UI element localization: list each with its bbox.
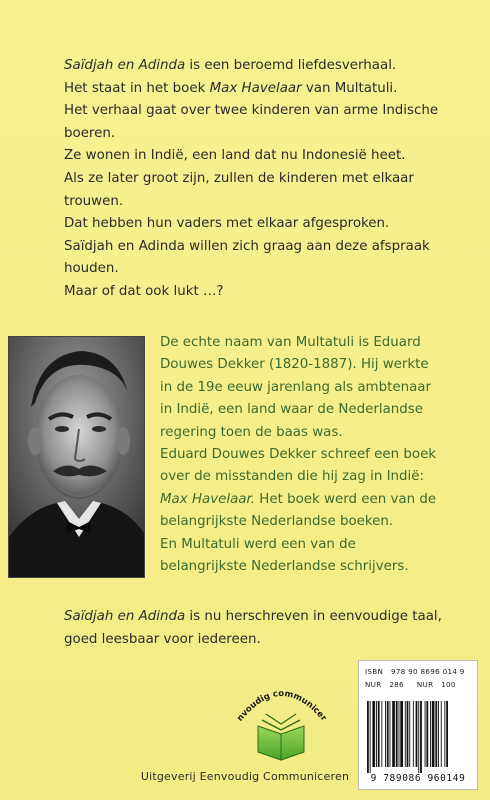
bio-line: En Multatuli werd een van de [160,536,356,552]
barcode-bar [385,701,386,767]
intro-line: Ze wonen in Indië, een land dat nu Indonesië heet. [64,148,406,164]
nur-value: 286 [389,680,404,689]
nur-value: 100 [441,680,456,689]
publisher-name: Uitgeverij Eenvoudig Communiceren [140,770,350,783]
book-title: Max Havelaar. [160,491,256,507]
barcode-bar [381,701,382,767]
barcode-bar [367,701,369,773]
barcode-bar [435,701,437,767]
logo-arc-text [236,680,326,724]
barcode-bar [378,701,380,767]
publisher-logo [236,680,326,762]
bio-line [160,489,475,511]
open-book-icon [236,680,326,762]
outro-text-span: is nu herschreven in eenvoudige taal, [185,609,442,624]
barcode-bar [438,701,439,767]
bio-line: in Indië, een land waar de Nederlandse [160,402,424,418]
nur-label: NUR [416,680,434,689]
intro-text [64,55,464,304]
book-title: Saïdjah en Adinda [64,58,186,73]
bio-line: regering toen de baas was. [160,424,343,440]
intro-line [64,78,464,101]
barcode-bar [392,701,395,767]
bio-line: belangrijkste Nederlandse schrijvers. [160,559,409,575]
barcode-bar [405,701,406,767]
intro-line: Het verhaal gaat over twee kinderen van arme Indische [64,103,439,119]
barcode-digits: 9 789086 960149 [370,773,466,784]
outro-text [64,606,464,651]
isbn-row [365,667,465,676]
barcode-bar [416,701,418,767]
barcode-bar [413,701,414,767]
barcode-bar [399,701,400,767]
intro-text-span: van Multatuli. [301,80,398,96]
barcode-bar [425,701,426,767]
barcode-bar [387,701,389,767]
barcode-bar [407,701,409,767]
barcode-bar [444,701,445,767]
intro-line: trouwen. [64,193,124,209]
bio-line: belangrijkste Nederlandse boeken. [160,514,394,530]
intro-text-span: Het staat in het boek [64,80,210,96]
bio-line: over de misstanden die hij zag in Indië: [160,469,425,485]
bio-line: Eduard Douwes Dekker schreef een boek [160,447,437,463]
barcode-image [367,701,471,773]
barcode-bar [420,701,422,773]
logo-arc-textpath: nvoudig communice [236,688,326,724]
barcode-bar [446,701,448,767]
author-bio [160,332,475,578]
intro-line: Dat hebben hun vaders met elkaar afgesproken. [64,216,390,232]
barcode-bar [432,701,435,767]
outro-line [64,606,464,629]
barcode-bar [370,701,371,773]
barcode-bar [372,701,375,767]
barcode-bar [418,701,419,773]
bio-line: Douwes Dekker (1820-1887). Hij werkte [160,357,429,373]
intro-line: Als ze later groot zijn, zullen de kinderen met elkaar [64,170,414,186]
intro-line: boeren. [64,125,116,141]
barcode-bar [396,701,398,767]
bio-line: in de 19e eeuw jarenlang als ambtenaar [160,379,431,395]
barcode-bar [430,701,431,767]
barcode-bar [376,701,377,767]
book-title: Max Havelaar [209,80,302,96]
barcode-bar [426,701,428,767]
intro-line: Maar of dat ook lukt …? [64,283,224,299]
outro-line: goed leesbaar voor iedereen. [64,631,261,647]
nur-label: NUR [365,680,382,689]
book-title: Saïdjah en Adinda [64,609,186,624]
barcode-bar [400,701,403,767]
intro-text-span: is een beroemd liefdesverhaal. [185,58,397,73]
author-portrait [8,336,145,578]
bio-line: De echte naam van Multatuli is Eduard [160,335,421,350]
portrait-image [9,337,144,577]
barcode-bar [390,701,391,767]
isbn-label: ISBN [365,667,384,676]
isbn-value: 978 90 8696 014 9 [390,667,465,676]
nur-row [365,680,456,689]
intro-line: houden. [64,261,119,277]
intro-line: Saïdjah en Adinda willen zich graag aan deze afspraak [64,238,430,254]
barcode-bar [409,701,410,767]
intro-line [64,55,464,78]
barcode-bar [441,701,442,767]
bio-text-span: Het boek werd een van de [255,491,437,507]
